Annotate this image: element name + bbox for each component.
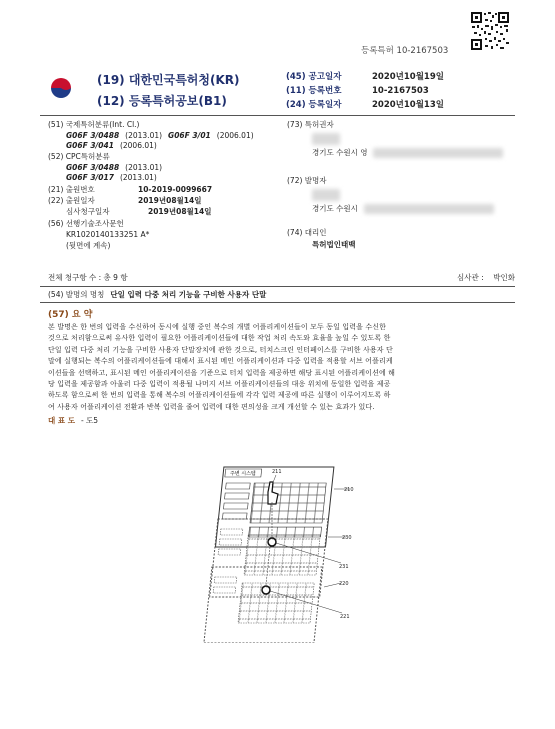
publication-info: (45) 공고일자 2020년10월19일 (11) 등록번호 10-2167503 (24) 등록일자 2020년10월13일 bbox=[286, 72, 444, 110]
ref-211: 211 bbox=[272, 469, 282, 475]
bibliographic-left: (51) 국제특허분류(Int. Cl.) G06F 3/0488 (2013.01) G06F 3/01 (2006.01) G06F 3/041 (2006.01) (52) CPC특허분류 G06F 3/0488 (2013.01) G06F 3/017 (2013.01) (21) 출원번호 10-2019-0099667 (22) 출원일자 2019년08월14일 심사청구일자 2019년08월14일 (56) 선행기술조사문헌 KR1020140133251 A* (뒷면에 계속) bbox=[48, 120, 254, 250]
representative-figure: 대 표 도 - 도5 bbox=[48, 416, 99, 425]
qr-code bbox=[470, 11, 510, 51]
claims-info: 전체 청구항 수 : 총 9 항 심사관 : 박인화 bbox=[48, 273, 515, 282]
ref-231: 231 bbox=[339, 564, 349, 570]
bibliographic-right: (73) 특허권자 경기도 수원시 영 (72) 발명자 경기도 수원시 (74) 대리인 특허법인태백 bbox=[287, 120, 515, 249]
ref-210: 210 bbox=[344, 487, 354, 493]
ref-220: 220 bbox=[339, 581, 349, 587]
gazette-type: (12) 등록특허공보(B1) bbox=[97, 94, 227, 108]
ref-230: 230 bbox=[342, 535, 352, 541]
representative-drawing bbox=[196, 447, 360, 643]
ref-221: 221 bbox=[340, 614, 350, 620]
invention-title: (54) 발명의 명칭 단일 입력 다중 처리 기능을 구비한 사용자 단말 bbox=[48, 290, 267, 299]
office-name: (19) 대한민국특허청(KR) bbox=[97, 73, 240, 87]
abstract-text: 본 발명은 한 번의 입력을 수신하여 동시에 실행 중인 복수의 개별 어플리케이션들이 모두 동일 입력을 수신한 것으로 처리함으로써 유사한 입력이 필요한 어플리케이션들에 대한 작업 처리 속도와 효율을 높일 수 있도록 한 단일 입력 다중 처리 기능을 구비한 사용자 단말장치에 관한 것으로, 터치스크린 인터페이스를 구비한 사용자 단 말에 실행되는 복수의 어플리케이션들에 대해서 표시된 메인 어플리케이션과 다중 입력을 적용할 서브 어플리케 이션들을 선택하고, 표시된 메인 어플리케이션을 기준으로 터치 입력을 제공하면 해당 표시된 어플리케이션에 해 당 입력을 제공함과 아울러 다중 입력이 적용될 나머지 서브 어플리케이션들의 대응 위치에 동일한 입력을 제공 하도록 함으로써 한 번의 입력을 통해 복수의 어플리케이션들에 각각 입력 제공에 따른 실행이 이루어지도록 하 여 사용자 어플리케이션 전환과 반복 입력을 줄여 입력에 대한 편의성을 크게 개선할 수 있는 효과가 있다. bbox=[48, 323, 396, 411]
kipo-emblem-icon bbox=[47, 74, 75, 102]
abstract-heading: (57) 요 약 bbox=[48, 310, 93, 320]
top-right-registration: 등록특허 10-2167503 bbox=[361, 46, 449, 56]
screen-title: 주변 시스템 bbox=[230, 471, 256, 477]
